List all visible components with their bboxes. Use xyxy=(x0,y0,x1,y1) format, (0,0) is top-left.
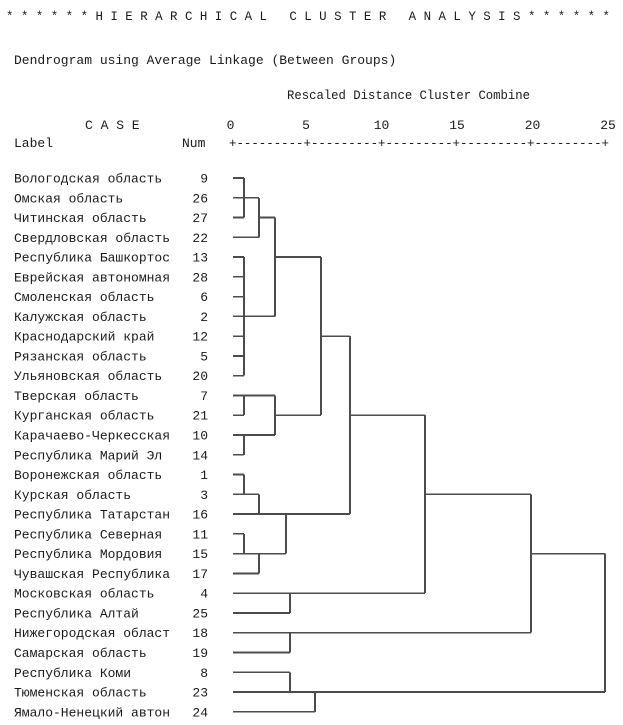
case-num: 23 xyxy=(192,685,208,701)
case-label: Еврейская автономная xyxy=(14,270,171,286)
case-label: Воронежская область xyxy=(14,468,163,484)
case-num: 13 xyxy=(192,250,208,266)
case-num: 4 xyxy=(200,586,208,602)
case-label: Омская область xyxy=(14,191,124,207)
case-num: 2 xyxy=(200,309,208,325)
case-label: Курганская область xyxy=(14,408,155,424)
case-label: Республика Марий Эл xyxy=(14,448,163,464)
case-num: 14 xyxy=(192,448,208,464)
axis-ruler: +---------+---------+---------+---------+---------+ xyxy=(229,136,610,151)
axis-tick-label: 10 xyxy=(373,118,390,133)
case-num: 6 xyxy=(200,290,208,306)
case-label: Московская область xyxy=(14,586,155,602)
case-num: 20 xyxy=(192,369,208,385)
case-num: 21 xyxy=(192,408,208,424)
axis-tick-label: 0 xyxy=(226,118,235,133)
case-num: 17 xyxy=(192,566,208,582)
case-label: Свердловская область xyxy=(14,230,171,246)
axis-tick-label: 15 xyxy=(449,118,465,133)
case-num: 19 xyxy=(192,645,208,661)
case-num: 12 xyxy=(192,329,208,345)
case-num: 1 xyxy=(200,468,208,484)
case-label: Курская область xyxy=(14,487,132,503)
case-label: Республика Мордовия xyxy=(14,547,163,563)
case-num: 10 xyxy=(192,428,208,444)
case-label: Смоленская область xyxy=(14,290,155,306)
case-label: Республика Алтай xyxy=(14,606,139,622)
case-label: Самарская область xyxy=(14,645,147,661)
case-list xyxy=(14,172,208,721)
case-label: Карачаево-Черкесская xyxy=(14,428,171,444)
distance-axis-title: Rescaled Distance Cluster Combine xyxy=(287,88,530,103)
case-label: Калужская область xyxy=(14,309,147,325)
case-label: Республика Северная xyxy=(14,527,163,543)
case-num: 27 xyxy=(192,211,208,227)
case-label: Читинская область xyxy=(14,211,147,227)
case-label: Чувашская Республика xyxy=(14,566,171,582)
case-num: 24 xyxy=(192,705,208,721)
case-num: 5 xyxy=(200,349,208,365)
case-num: 3 xyxy=(200,487,208,503)
case-num: 8 xyxy=(200,665,208,681)
dendrogram-tree xyxy=(233,178,605,712)
dendrogram-subtitle: Dendrogram using Average Linkage (Between Groups) xyxy=(14,53,397,68)
case-label: Тюменская область xyxy=(14,685,147,701)
case-num: 22 xyxy=(192,230,208,246)
num-column-header: Num xyxy=(182,136,206,151)
case-label: Республика Башкортос xyxy=(14,250,171,266)
case-num: 25 xyxy=(192,606,208,622)
axis-tick-label: 5 xyxy=(302,118,310,133)
case-label: Ямало-Ненецкий автон xyxy=(14,705,171,721)
case-num: 9 xyxy=(200,171,208,187)
case-num: 7 xyxy=(200,388,208,404)
page-title: * * * * * * H I E R A R C H I C A L C L U S T E R A N A L Y S I S * * * * * * xyxy=(6,9,610,24)
axis-tick-label: 20 xyxy=(524,118,541,133)
case-num: 26 xyxy=(192,191,208,207)
case-label: Рязанская область xyxy=(14,349,147,365)
case-num: 11 xyxy=(192,527,208,543)
case-label: Ульяновская область xyxy=(14,369,163,385)
axis-tick-label: 25 xyxy=(600,118,616,133)
case-num: 16 xyxy=(192,507,208,523)
case-label: Республика Коми xyxy=(14,665,132,681)
case-label: Нижегородская област xyxy=(14,626,171,642)
case-num: 18 xyxy=(192,626,208,642)
case-label: Тверская область xyxy=(14,388,139,404)
axis-tick-labels xyxy=(227,118,616,133)
case-label: Краснодарский край xyxy=(14,329,155,345)
case-column-header: C A S E xyxy=(85,118,140,133)
case-label: Республика Татарстан xyxy=(14,507,171,523)
case-label: Вологодская область xyxy=(14,171,163,187)
label-column-header: Label xyxy=(14,136,54,151)
case-num: 15 xyxy=(192,547,208,563)
case-num: 28 xyxy=(192,270,208,286)
